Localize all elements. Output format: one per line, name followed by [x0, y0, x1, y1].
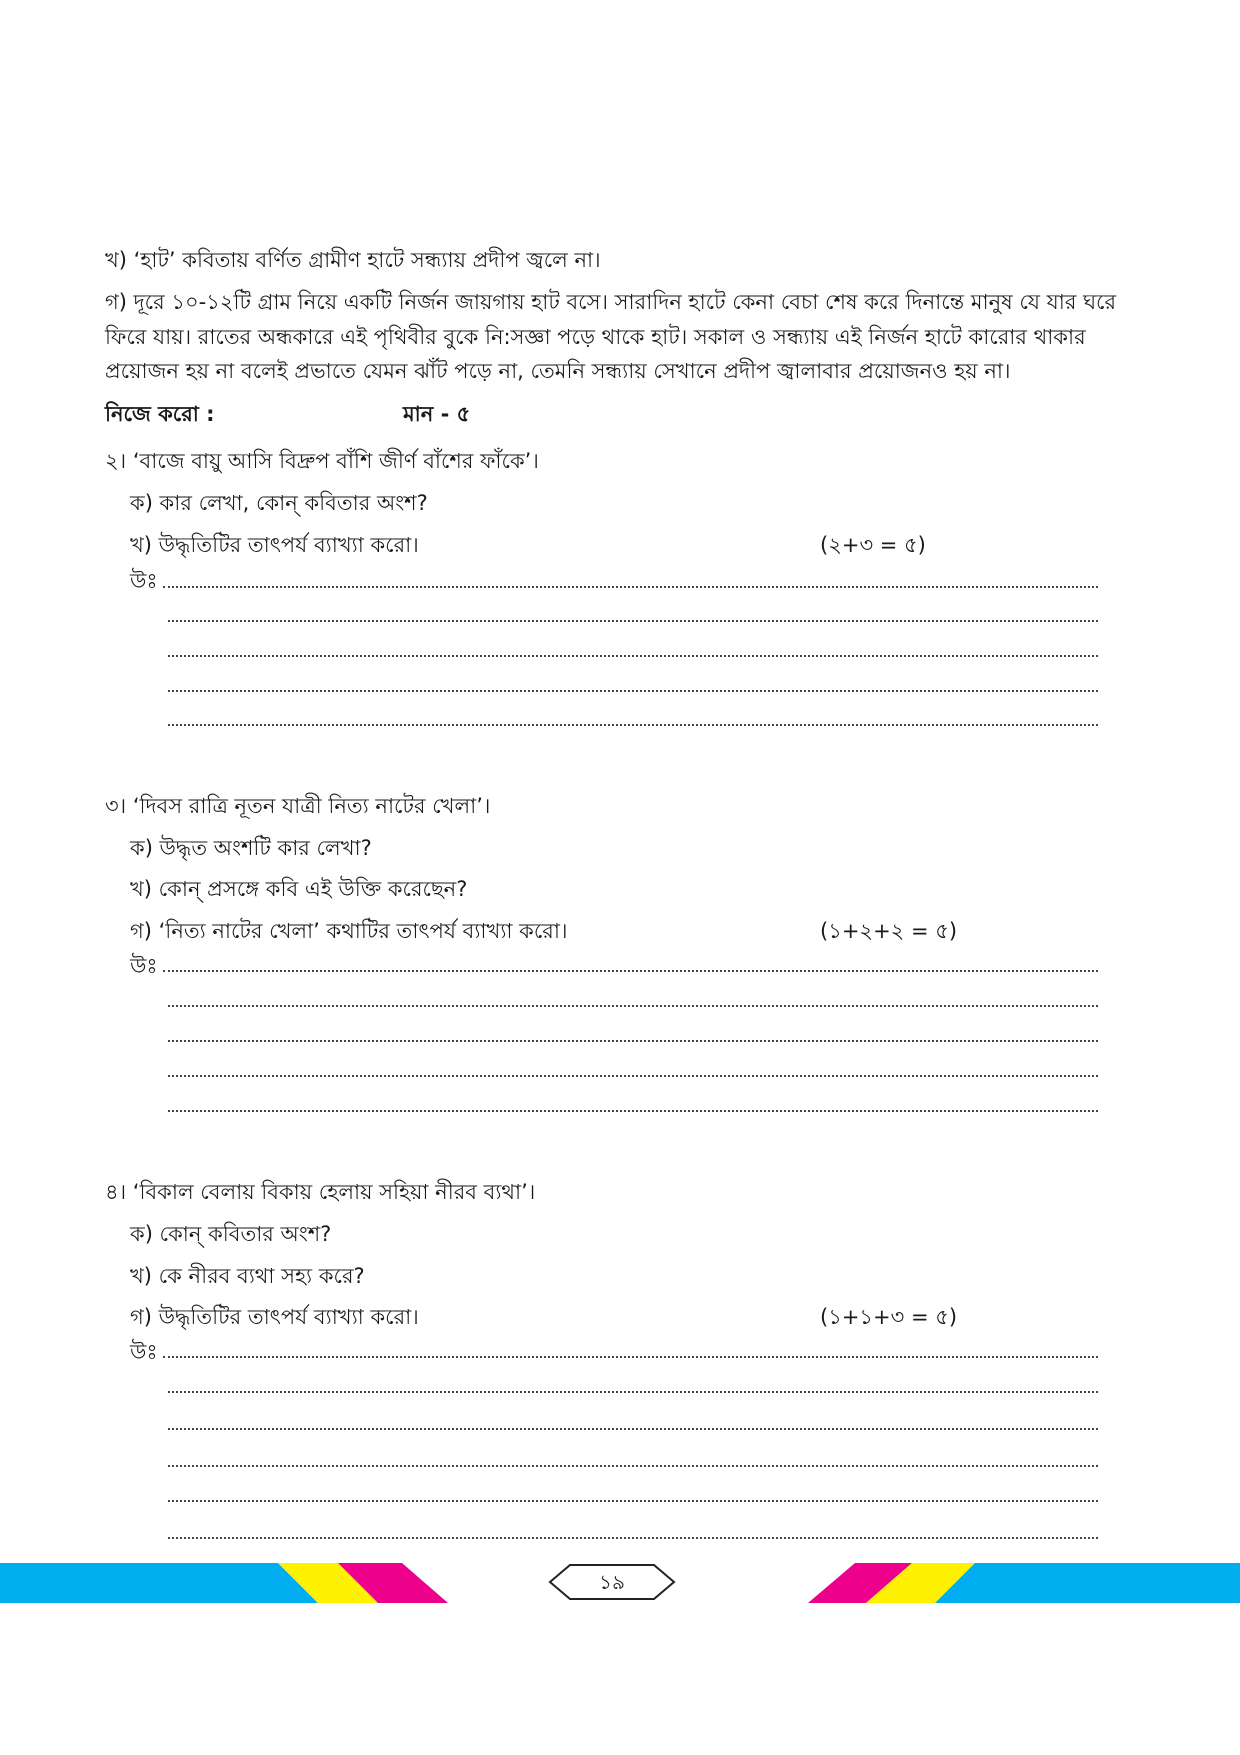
- answer-line[interactable]: [163, 970, 1098, 972]
- question-4-part-ka: ক) কোন্ কবিতার অংশ?: [130, 1222, 332, 1246]
- question-2-part-ka: ক) কার লেখা, কোন্ কবিতার অংশ?: [130, 491, 428, 515]
- answer-line[interactable]: [168, 1040, 1098, 1042]
- band-left-cyan: [0, 1563, 318, 1603]
- question-3-answer-label: উঃ: [130, 954, 158, 978]
- question-3-part-kha: খ) কোন্ প্রসঙ্গে কবি এই উক্তি করেছেন?: [130, 877, 468, 901]
- answer-line[interactable]: [168, 655, 1098, 657]
- question-4-part-kha: খ) কে নীরব ব্যথা সহ্য করে?: [130, 1264, 365, 1288]
- page-number: ১৯: [599, 1570, 625, 1594]
- question-2-part-kha: খ) উদ্ধৃতিটির তাৎপর্য ব্যাখ্যা করো।: [130, 533, 419, 557]
- answer-line[interactable]: [168, 620, 1098, 622]
- answer-line[interactable]: [168, 1110, 1098, 1112]
- question-2-marks: (২+৩ = ৫): [820, 533, 926, 557]
- answer-kha-line: খ) ‘হাট’ কবিতায় বর্ণিত গ্রামীণ হাটে সন্ধ্যায় প্রদীপ জ্বলে না।: [105, 248, 601, 272]
- question-3-marks: (১+২+২ = ৫): [820, 919, 958, 943]
- question-4-stem: ৪। ‘বিকাল বেলায় বিকায় হেলায় সহিয়া নীরব ব্যথা’।: [105, 1180, 536, 1204]
- answer-ga-paragraph: [105, 285, 1117, 389]
- answer-ga-line-2: ফিরে যায়। রাতের অন্ধকারে এই পৃথিবীর বুকে নি:সজ্ঞা পড়ে থাকে হাট। সকাল ও সন্ধ্যায় এই নির্জন হাটে কারোর থাকার: [105, 324, 1086, 349]
- question-3-part-ga: গ) ‘নিত্য নাটের খেলা’ কথাটির তাৎপর্য ব্যাখ্যা করো।: [130, 919, 568, 943]
- answer-line[interactable]: [168, 690, 1098, 692]
- answer-line[interactable]: [168, 1428, 1098, 1430]
- question-4-marks: (১+১+৩ = ৫): [820, 1305, 958, 1329]
- question-2-stem: ২। ‘বাজে বায়ু আসি বিদ্রুপ বাঁশি জীর্ণ বাঁশের ফাঁকে’।: [105, 449, 539, 473]
- answer-line[interactable]: [163, 586, 1098, 588]
- question-4-answer-label: উঃ: [130, 1340, 158, 1364]
- answer-line[interactable]: [163, 1356, 1098, 1358]
- question-4-part-ga: গ) উদ্ধৃতিটির তাৎপর্য ব্যাখ্যা করো।: [130, 1305, 419, 1329]
- answer-line[interactable]: [168, 1465, 1098, 1467]
- self-practice-marks: মান - ৫: [403, 402, 471, 426]
- answer-ga-line-3: প্রয়োজন হয় না বলেই প্রভাতে যেমন ঝাঁট পড়ে না, তেমনি সন্ধ্যায় সেখানে প্রদীপ জ্বালাবার প্রয়োজনও হয় না।: [105, 359, 1011, 383]
- answer-line[interactable]: [168, 724, 1098, 726]
- self-practice-heading: নিজে করো :: [105, 402, 215, 426]
- question-3-part-ka: ক) উদ্ধৃত অংশটি কার লেখা?: [130, 836, 372, 860]
- band-right-cyan: [935, 1563, 1240, 1603]
- answer-line[interactable]: [168, 1075, 1098, 1077]
- answer-line[interactable]: [168, 1500, 1098, 1502]
- answer-ga-line-1: গ) দূরে ১০-১২টি গ্রাম নিয়ে একটি নির্জন জায়গায় হাট বসে। সারাদিন হাটে কেনা বেচা শেষ করে দিনান্তে মানুষ যে যার ঘরে: [105, 290, 1117, 314]
- question-2-answer-label: উঃ: [130, 569, 158, 593]
- answer-line[interactable]: [168, 1005, 1098, 1007]
- answer-line[interactable]: [168, 1391, 1098, 1393]
- answer-line[interactable]: [168, 1537, 1098, 1539]
- question-3-stem: ৩। ‘দিবস রাত্রি নূতন যাত্রী নিত্য নাটের খেলা’।: [105, 794, 491, 818]
